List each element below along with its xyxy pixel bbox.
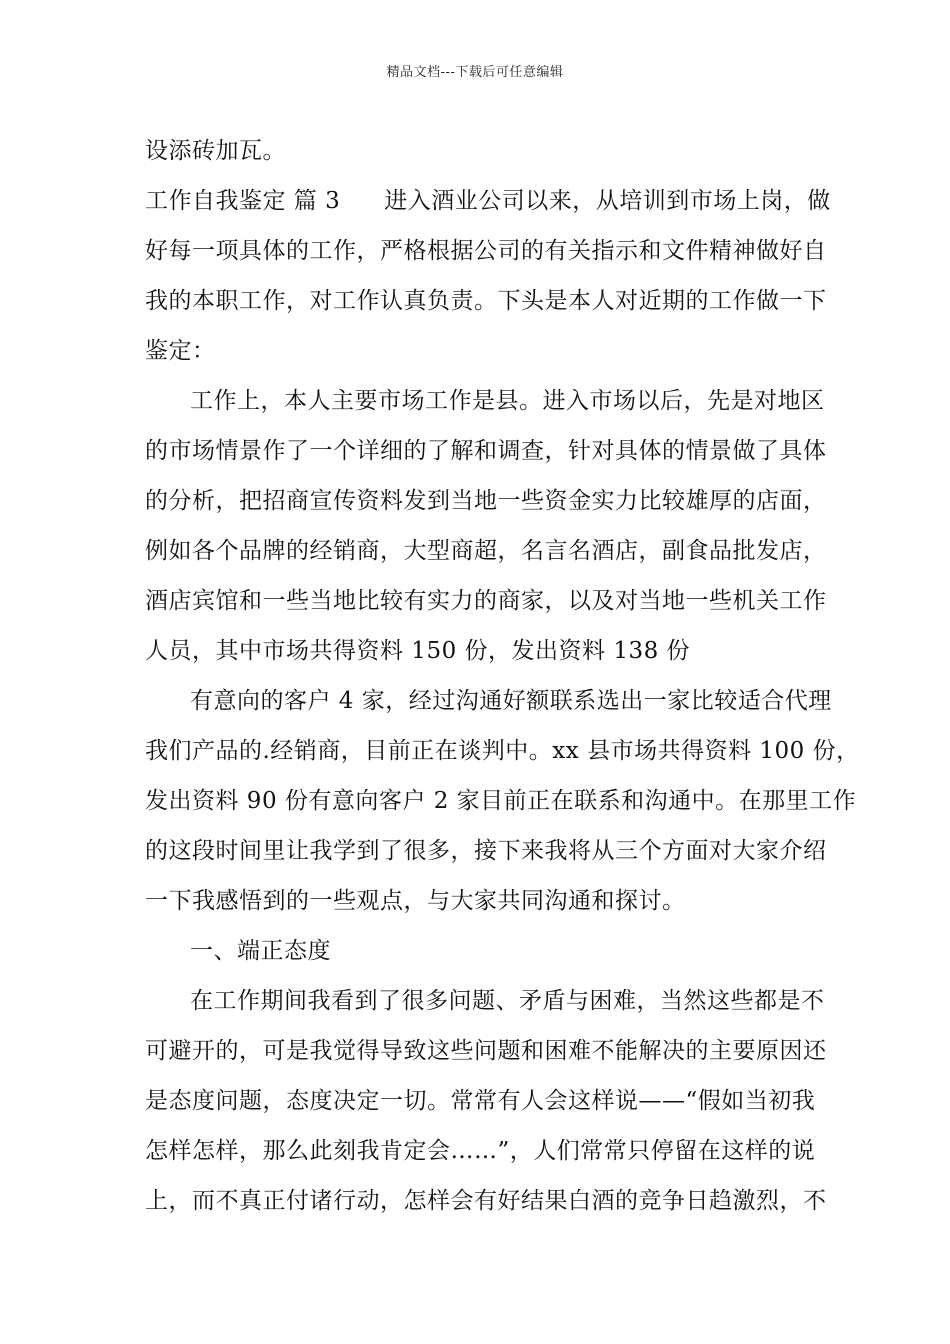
text-line: 酒店宾馆和一些当地比较有实力的商家，以及对当地一些机关工作 <box>145 588 827 614</box>
text-line: 例如各个品牌的经销商，大型商超，名言名酒店，副食品批发店， <box>145 538 827 564</box>
text-line: 的分析，把招商宣传资料发到当地一些资金实力比较雄厚的店面， <box>145 488 827 514</box>
page-header: 精品文档---下载后可任意编辑 <box>386 65 564 80</box>
text-line: 我的本职工作，对工作认真负责。下头是本人对近期的工作做一下 <box>145 288 827 314</box>
text-line: 鉴定： <box>145 338 216 364</box>
text-line <box>145 186 831 216</box>
text-line: 发出资料 90 份有意向客户 2 家目前正在联系和沟通中。在那里工作 <box>145 788 857 814</box>
text-line: 我们产品的.经销商，目前正在谈判中。xx 县市场共得资料 100 份， <box>145 738 860 764</box>
text-line: 设添砖加瓦。 <box>145 138 286 164</box>
section-heading: 工作自我鉴定 篇 3 <box>145 188 341 214</box>
text-line: 人员，其中市场共得资料 150 份，发出资料 138 份 <box>145 638 691 664</box>
section-heading: 一、端正态度 <box>190 938 331 964</box>
text-line: 在工作期间我看到了很多问题、矛盾与困难，当然这些都是不 <box>190 988 825 1014</box>
text-line: 工作上，本人主要市场工作是县。进入市场以后，先是对地区 <box>190 388 825 414</box>
text-line: 一下我感悟到的一些观点，与大家共同沟通和探讨。 <box>145 888 686 914</box>
text-line: 的这段时间里让我学到了很多，接下来我将从三个方面对大家介绍 <box>145 838 827 864</box>
text-line: 的市场情景作了一个详细的了解和调查，针对具体的情景做了具体 <box>145 438 827 464</box>
text-segment: 进入酒业公司以来，从培训到市场上岗，做 <box>384 188 831 214</box>
text-line: 有意向的客户 4 家，经过沟通好额联系选出一家比较适合代理 <box>190 688 832 714</box>
text-line: 好每一项具体的工作，严格根据公司的有关指示和文件精神做好自 <box>145 238 827 264</box>
text-line: 上，而不真正付诸行动，怎样会有好结果白酒的竞争日趋激烈，不 <box>145 1188 827 1214</box>
text-line: 是态度问题，态度决定一切。常常有人会这样说——“假如当初我 <box>145 1088 816 1114</box>
text-line: 可避开的，可是我觉得导致这些问题和困难不能解决的主要原因还 <box>145 1038 827 1064</box>
text-line: 怎样怎样，那么此刻我肯定会……”，人们常常只停留在这样的说 <box>145 1138 816 1164</box>
